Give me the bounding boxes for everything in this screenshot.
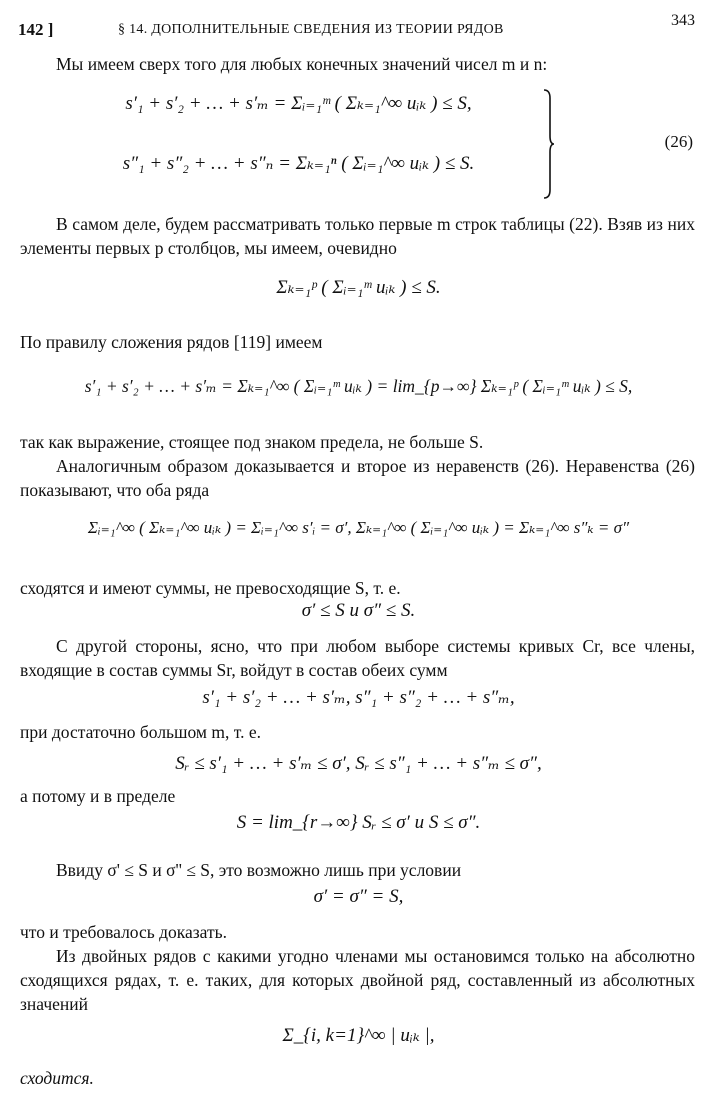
paragraph-7: С другой стороны, ясно, что при любом выборе системы кривых Cr, все члены, входящие в состав суммы Sr, войдут в состав обеих сумм xyxy=(20,636,695,680)
paragraph-8: при достаточно большом m, т. е. xyxy=(20,722,261,742)
running-title: § 14. ДОПОЛНИТЕЛЬНЫЕ СВЕДЕНИЯ ИЗ ТЕОРИИ РЯДОВ xyxy=(118,22,504,37)
page-header xyxy=(18,12,695,42)
paragraph-12: Из двойных рядов с какими угодно членами мы остановимся только на абсолютно сходящихся рядах, т. е. таких, для которых двойной ряд, составленный из абсолютных значений xyxy=(20,946,695,1014)
paragraph-2: В самом деле, будем рассматривать только первые m строк таблицы (22). Взяв из них элементы первых p столбцов, мы имеем, очевидно xyxy=(20,214,695,258)
paragraph-5: Аналогичным образом доказывается и второе из неравенств (26). Неравенства (26) показывают, что оба ряда xyxy=(20,456,695,500)
equation-limit: s′₁ + s′₂ + … + s′ₘ = Σₖ₌₁^∞ ( Σᵢ₌₁ᵐ uᵢₖ ) = lim_{p→∞} Σₖ₌₁ᵖ ( Σᵢ₌₁ᵐ uᵢₖ ) ≤ S, xyxy=(84,376,633,396)
paragraph-3: По правилу сложения рядов [119] имеем xyxy=(20,332,323,352)
equation-equality: σ′ = σ″ = S, xyxy=(313,886,404,907)
equation-number-26: (26) xyxy=(664,132,693,151)
paragraph-10: Ввиду σ' ≤ S и σ'' ≤ S, это возможно лишь при условии xyxy=(56,860,462,880)
equation-sr-bounds: Sᵣ ≤ s′₁ + … + s′ₘ ≤ σ′, Sᵣ ≤ s″₁ + … + s″ₘ ≤ σ″, xyxy=(175,753,542,774)
paragraph-13: сходится. xyxy=(20,1068,94,1088)
equation-abs-series: Σ_{i, k=1}^∞ | uᵢₖ |, xyxy=(282,1025,435,1046)
equation-26b: s″₁ + s″₂ + … + s″ₙ = Σₖ₌₁ⁿ ( Σᵢ₌₁^∞ uᵢₖ ) ≤ S. xyxy=(122,153,475,174)
equation-sigma-bounds: σ′ ≤ S и σ″ ≤ S. xyxy=(301,600,416,621)
paragraph-4: так как выражение, стоящее под знаком предела, не больше S. xyxy=(20,432,484,452)
page-number: 343 xyxy=(671,12,695,29)
paragraph-9: а потому и в пределе xyxy=(20,786,176,806)
section-number: 142 ] xyxy=(18,20,54,39)
equation-sum-p: Σₖ₌₁ᵖ ( Σᵢ₌₁ᵐ uᵢₖ ) ≤ S. xyxy=(276,277,441,298)
equation-26a: s′₁ + s′₂ + … + s′ₘ = Σᵢ₌₁ᵐ ( Σₖ₌₁^∞ uᵢₖ ) ≤ S, xyxy=(125,93,472,114)
equation-limit-sr: S = lim_{r→∞} Sᵣ ≤ σ′ и S ≤ σ″. xyxy=(236,812,481,833)
paragraph-6: сходятся и имеют суммы, не превосходящие S, т. е. xyxy=(20,578,401,598)
paragraph-11: что и требовалось доказать. xyxy=(20,922,228,942)
paragraph-1: Мы имеем сверх того для любых конечных значений чисел m и n: xyxy=(56,54,548,74)
equation-double-sums: Σᵢ₌₁^∞ ( Σₖ₌₁^∞ uᵢₖ ) = Σᵢ₌₁^∞ s′ᵢ = σ′, Σₖ₌₁^∞ ( Σᵢ₌₁^∞ uᵢₖ ) = Σₖ₌₁^∞ s″ₖ = σ″ xyxy=(87,518,630,537)
equation-partial-sums: s′₁ + s′₂ + … + s′ₘ, s″₁ + s″₂ + … + s″ₘ, xyxy=(202,687,515,708)
curly-brace xyxy=(543,88,555,200)
